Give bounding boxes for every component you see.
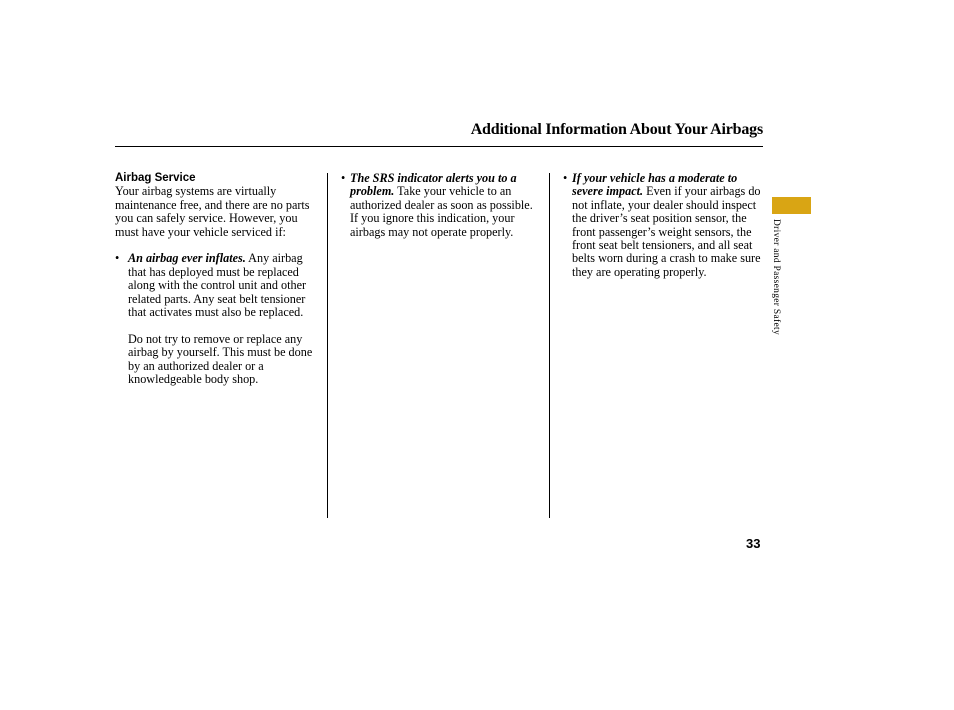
column-divider — [327, 173, 328, 518]
page-number: 33 — [746, 536, 761, 551]
bullet-lead: If your vehicle has a moderate to severe impact. — [572, 171, 738, 199]
section-heading: Airbag Service — [115, 172, 196, 184]
bullet-dot: • — [563, 171, 568, 185]
bullet-dot: • — [115, 251, 120, 266]
title-rule — [115, 146, 763, 147]
intro-paragraph: Your airbag systems are virtually maintenance free, and there are no parts you can safely service. However, you must have your vehicle serviced if: — [115, 184, 310, 239]
section-tab-label: Driver and Passenger Safety — [771, 219, 781, 335]
bullet-lead: The SRS indicator alerts you to a problem. — [350, 171, 517, 199]
bullet-lead: An airbag ever inflates. — [128, 251, 246, 266]
page-title: Additional Information About Your Airbags — [470, 121, 763, 138]
column-srs-indicator — [341, 172, 541, 239]
column-divider — [549, 173, 550, 518]
bullet-text: Even if your airbags do not inflate, your dealer should inspect the driver’s seat position sensor, the front passenger’s weight sensors, the front seat belt tensioners, and all seat belts worn during a crash to make sure they are operating properly. — [572, 184, 761, 279]
section-tab-marker — [772, 197, 811, 214]
bullet-text: Any airbag that has deployed must be replaced along with the control unit and other related parts. Any seat belt tensioner that activates must also be replaced. — [128, 251, 307, 320]
warning-paragraph: Do not try to remove or replace any airbag by yourself. This must be done by an authorized dealer or a knowledgeable body shop. — [128, 331, 313, 387]
bullet-text: Take your vehicle to an authorized dealer as soon as possible. If you ignore this indication, your airbags may not operate properly. — [350, 184, 533, 239]
bullet-airbag-inflates — [115, 252, 322, 319]
bullet-dot: • — [341, 171, 346, 185]
column-moderate-impact — [563, 172, 763, 279]
column-airbag-service — [115, 172, 322, 386]
bullet-moderate-impact — [563, 172, 763, 279]
bullet-srs-indicator — [341, 172, 541, 239]
